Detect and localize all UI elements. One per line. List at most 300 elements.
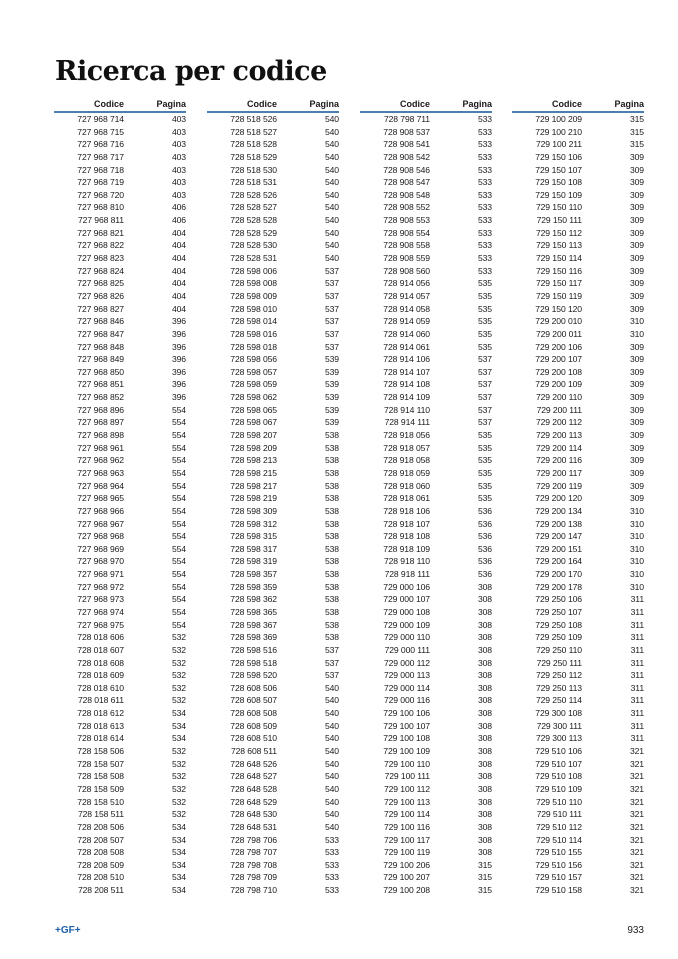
page-ref: 535 [477,442,492,453]
product-code: 728 918 061 [383,493,430,504]
table-row [360,164,492,177]
table-row [512,454,644,467]
page-ref: 309 [629,227,644,238]
page-ref: 539 [324,404,339,415]
page-ref: 308 [477,644,492,655]
page-ref: 309 [629,177,644,188]
page-ref: 321 [629,783,644,794]
page-ref: 404 [171,290,186,301]
table-row [512,732,644,745]
table-row [207,732,339,745]
page-ref: 308 [477,581,492,592]
table-row [512,277,644,290]
table-row [360,201,492,214]
product-code: 728 528 526 [230,189,277,200]
page-ref: 308 [477,809,492,820]
table-row [360,416,492,429]
product-code: 728 598 217 [230,480,277,491]
page-ref: 533 [477,164,492,175]
page-ref: 540 [324,114,339,124]
product-code: 729 150 106 [535,151,582,162]
table-row [207,227,339,240]
table-row [207,391,339,404]
product-code: 729 200 116 [535,455,582,466]
product-code: 728 598 059 [230,379,277,390]
product-code: 728 598 062 [230,392,277,403]
table-row [512,821,644,834]
product-code: 728 918 059 [383,467,430,478]
page-ref: 321 [629,771,644,782]
page-ref: 308 [477,796,492,807]
product-code: 729 510 112 [535,821,582,832]
table-row [54,366,186,379]
page-ref: 533 [324,847,339,858]
product-code: 729 250 113 [535,682,582,693]
table-row [207,164,339,177]
page-ref: 534 [171,708,186,719]
table-row [207,480,339,493]
product-code: 727 968 717 [77,151,124,162]
page-ref: 308 [477,657,492,668]
page-ref: 308 [477,720,492,731]
product-code: 727 968 825 [77,278,124,289]
product-code: 728 908 558 [383,240,430,251]
product-code: 728 918 060 [383,480,430,491]
page-ref: 540 [324,253,339,264]
table-row [54,113,186,126]
table-row [54,442,186,455]
page-ref: 309 [629,151,644,162]
product-code: 727 968 961 [77,442,124,453]
page-ref: 309 [629,379,644,390]
page-ref: 554 [171,606,186,617]
product-code: 729 150 116 [535,265,582,276]
product-code: 728 598 014 [230,316,277,327]
page-ref: 536 [477,531,492,542]
table-row [54,429,186,442]
table-row [360,834,492,847]
product-code: 727 968 965 [77,493,124,504]
page-ref: 315 [477,872,492,883]
page-ref: 321 [629,758,644,769]
table-row [207,644,339,657]
page-ref: 533 [477,215,492,226]
product-code: 728 528 529 [230,227,277,238]
table-row [54,796,186,809]
product-code: 729 100 111 [384,771,430,782]
page-ref: 540 [324,783,339,794]
page-ref: 533 [477,151,492,162]
table-row [360,631,492,644]
table-row [54,214,186,227]
table-row [512,808,644,821]
page-ref: 536 [477,518,492,529]
product-code: 728 608 511 [230,746,277,757]
table-row [512,530,644,543]
page-ref: 310 [629,316,644,327]
table-row [54,189,186,202]
product-code: 729 200 170 [535,569,582,580]
page-ref: 535 [477,328,492,339]
table-row [512,341,644,354]
product-code: 728 158 508 [77,771,124,782]
product-code: 728 598 065 [230,404,277,415]
page-ref: 403 [171,164,186,175]
table-row [360,871,492,884]
product-code: 728 914 108 [383,379,430,390]
product-code: 728 208 508 [77,847,124,858]
table-row [207,404,339,417]
table-row [360,796,492,809]
page-ref: 538 [324,518,339,529]
product-code: 728 608 509 [230,720,277,731]
table-row [54,530,186,543]
product-code: 728 648 530 [230,809,277,820]
table-row [512,518,644,531]
table-row [54,631,186,644]
product-code: 728 018 609 [77,670,124,681]
table-row [54,404,186,417]
table-row [207,796,339,809]
product-code: 728 914 106 [383,354,430,365]
page-ref: 537 [477,417,492,428]
page-ref: 308 [477,733,492,744]
page-ref: 315 [477,859,492,870]
page-ref: 533 [324,885,339,896]
product-code: 728 598 010 [230,303,277,314]
product-code: 728 608 506 [230,682,277,693]
table-row [360,214,492,227]
page-ref: 315 [477,885,492,896]
page-ref: 534 [171,885,186,896]
product-code: 729 250 107 [535,606,582,617]
page-ref: 309 [629,493,644,504]
product-code: 727 968 826 [77,290,124,301]
product-code: 728 908 537 [383,126,430,137]
page-ref: 539 [324,366,339,377]
page-ref: 533 [477,126,492,137]
page-ref: 535 [477,341,492,352]
table-row [512,871,644,884]
page-ref: 308 [477,834,492,845]
page-ref: 534 [171,720,186,731]
table-row [512,720,644,733]
header-code: Codice [399,99,430,109]
page-ref: 310 [629,531,644,542]
product-code: 727 968 975 [77,619,124,630]
table-row [360,707,492,720]
product-code: 727 968 896 [77,404,124,415]
table-row [207,783,339,796]
page-ref: 532 [171,682,186,693]
page-ref: 538 [324,455,339,466]
product-code: 728 908 553 [383,215,430,226]
product-code: 728 598 518 [230,657,277,668]
table-row [512,619,644,632]
page-ref: 396 [171,328,186,339]
product-code: 727 968 846 [77,316,124,327]
table-row [54,151,186,164]
table-row [360,391,492,404]
product-code: 728 518 527 [230,126,277,137]
product-code: 728 908 554 [383,227,430,238]
page-ref: 403 [171,139,186,150]
page-ref: 532 [171,632,186,643]
page-ref: 309 [629,392,644,403]
product-code: 728 918 110 [383,556,430,567]
page-ref: 321 [629,834,644,845]
table-row [512,581,644,594]
product-code: 729 200 138 [535,518,582,529]
product-code: 727 968 972 [77,581,124,592]
product-code: 727 968 969 [77,543,124,554]
page-ref: 533 [324,834,339,845]
table-row [54,480,186,493]
table-row [54,606,186,619]
table-row [54,568,186,581]
product-code: 728 648 528 [230,783,277,794]
product-code: 729 000 108 [383,606,430,617]
table-row [207,378,339,391]
page-ref: 309 [629,303,644,314]
table-row [54,808,186,821]
page-ref: 403 [171,126,186,137]
product-code: 729 150 117 [535,278,582,289]
table-row [512,492,644,505]
table-row [360,328,492,341]
page-ref: 540 [324,189,339,200]
product-code: 728 598 319 [230,556,277,567]
table-row [360,758,492,771]
table-row [512,707,644,720]
table-row [54,555,186,568]
table-row [207,328,339,341]
page-ref: 537 [324,341,339,352]
table-row [207,846,339,859]
table-row [512,657,644,670]
page-ref: 406 [171,215,186,226]
page-ref: 537 [324,278,339,289]
product-code: 729 200 111 [536,404,582,415]
product-code: 728 598 357 [230,569,277,580]
table-row [512,631,644,644]
table-row [54,277,186,290]
table-row [360,783,492,796]
page-ref: 403 [171,177,186,188]
table-row [360,265,492,278]
product-code: 729 000 110 [383,632,430,643]
table-row [360,429,492,442]
product-code: 729 000 106 [383,581,430,592]
product-code: 729 000 112 [383,657,430,668]
table-row [512,505,644,518]
page-ref: 554 [171,505,186,516]
page-ref: 554 [171,569,186,580]
table-row [54,593,186,606]
product-code: 729 510 108 [535,771,582,782]
product-code: 728 598 365 [230,606,277,617]
table-row [54,581,186,594]
product-code: 728 648 531 [230,821,277,832]
page-ref: 310 [629,581,644,592]
product-code: 728 598 213 [230,455,277,466]
page-ref: 537 [324,290,339,301]
table-row [360,176,492,189]
product-code: 728 598 369 [230,632,277,643]
product-code: 729 200 178 [535,581,582,592]
page-ref: 540 [324,139,339,150]
product-code: 729 150 111 [536,215,582,226]
product-code: 728 918 107 [383,518,430,529]
page-ref: 540 [324,758,339,769]
table-row [360,669,492,682]
product-code: 729 000 114 [383,682,430,693]
product-code: 728 598 309 [230,505,277,516]
table-row [207,669,339,682]
table-row [207,505,339,518]
table-row [207,189,339,202]
page-ref: 310 [629,569,644,580]
page-ref: 554 [171,581,186,592]
table-row [512,176,644,189]
page-ref: 309 [629,430,644,441]
product-code: 729 100 117 [383,834,430,845]
table-row [512,606,644,619]
product-code: 729 300 113 [535,733,582,744]
table-row [54,505,186,518]
table-row [360,644,492,657]
page-ref: 554 [171,619,186,630]
table-row [207,277,339,290]
table-row [360,442,492,455]
page-ref: 309 [629,278,644,289]
product-code: 728 598 219 [230,493,277,504]
product-code: 729 250 109 [535,632,582,643]
page-ref: 534 [171,733,186,744]
table-row [360,189,492,202]
column-header [360,94,492,113]
page-ref: 404 [171,278,186,289]
page-ref: 534 [171,847,186,858]
product-code: 727 968 718 [77,164,124,175]
product-code: 728 798 707 [230,847,277,858]
page-ref: 308 [477,758,492,769]
product-code: 728 598 057 [230,366,277,377]
product-code: 728 918 058 [383,455,430,466]
table-row [512,568,644,581]
product-code: 728 908 546 [383,164,430,175]
product-code: 728 518 526 [230,114,277,124]
table-row [360,657,492,670]
product-code: 728 918 056 [383,430,430,441]
page-ref: 540 [324,682,339,693]
page-ref: 321 [629,872,644,883]
page-ref: 404 [171,253,186,264]
page-ref: 554 [171,518,186,529]
table-row [512,328,644,341]
product-code: 728 598 516 [230,644,277,655]
page-ref: 311 [630,632,644,643]
table-row [54,353,186,366]
page-ref: 309 [629,467,644,478]
product-code: 729 100 114 [383,809,430,820]
page-ref: 537 [324,670,339,681]
table-row [360,555,492,568]
product-code: 728 598 520 [230,670,277,681]
product-code: 727 968 821 [77,227,124,238]
table-row [54,707,186,720]
page-ref: 532 [171,657,186,668]
page-ref: 533 [324,872,339,883]
page-ref: 538 [324,556,339,567]
page-ref: 404 [171,265,186,276]
table-row [207,555,339,568]
product-code: 727 968 719 [77,177,124,188]
table-row [360,315,492,328]
page-ref: 311 [630,619,644,630]
table-row [207,543,339,556]
table-row [360,619,492,632]
table-row [54,518,186,531]
page-ref: 554 [171,430,186,441]
product-code: 728 908 559 [383,253,430,264]
table-row [54,732,186,745]
table-row [207,290,339,303]
product-code: 728 918 057 [383,442,430,453]
table-row [54,164,186,177]
table-row [207,454,339,467]
product-code: 727 968 974 [77,606,124,617]
page-ref: 321 [629,885,644,896]
page-ref: 403 [171,114,186,124]
product-code: 727 968 714 [77,114,124,124]
product-code: 729 200 109 [535,379,582,390]
product-code: 728 158 509 [77,783,124,794]
table-row [512,859,644,872]
table-row [54,758,186,771]
index-column-3 [360,94,492,897]
page-ref: 537 [477,404,492,415]
table-row [360,808,492,821]
header-page: Pagina [614,99,644,109]
product-code: 728 908 541 [383,139,430,150]
product-code: 727 968 810 [77,202,124,213]
gf-logo: +GF+ [55,925,81,936]
product-code: 727 968 849 [77,354,124,365]
page-ref: 404 [171,240,186,251]
table-row [207,429,339,442]
page-ref: 321 [629,796,644,807]
page-ref: 310 [629,518,644,529]
page-ref: 533 [477,265,492,276]
page-ref: 537 [324,328,339,339]
product-code: 729 200 113 [535,430,582,441]
header-page: Pagina [156,99,186,109]
page-ref: 538 [324,606,339,617]
page-ref: 533 [477,114,492,124]
table-row [207,720,339,733]
product-code: 727 968 966 [77,505,124,516]
page-ref: 537 [324,657,339,668]
header-code: Codice [246,99,277,109]
table-row [207,581,339,594]
product-code: 729 200 110 [535,392,582,403]
table-row [207,530,339,543]
page-ref: 309 [629,265,644,276]
product-code: 729 100 207 [383,872,430,883]
page-ref: 308 [477,670,492,681]
table-row [54,378,186,391]
